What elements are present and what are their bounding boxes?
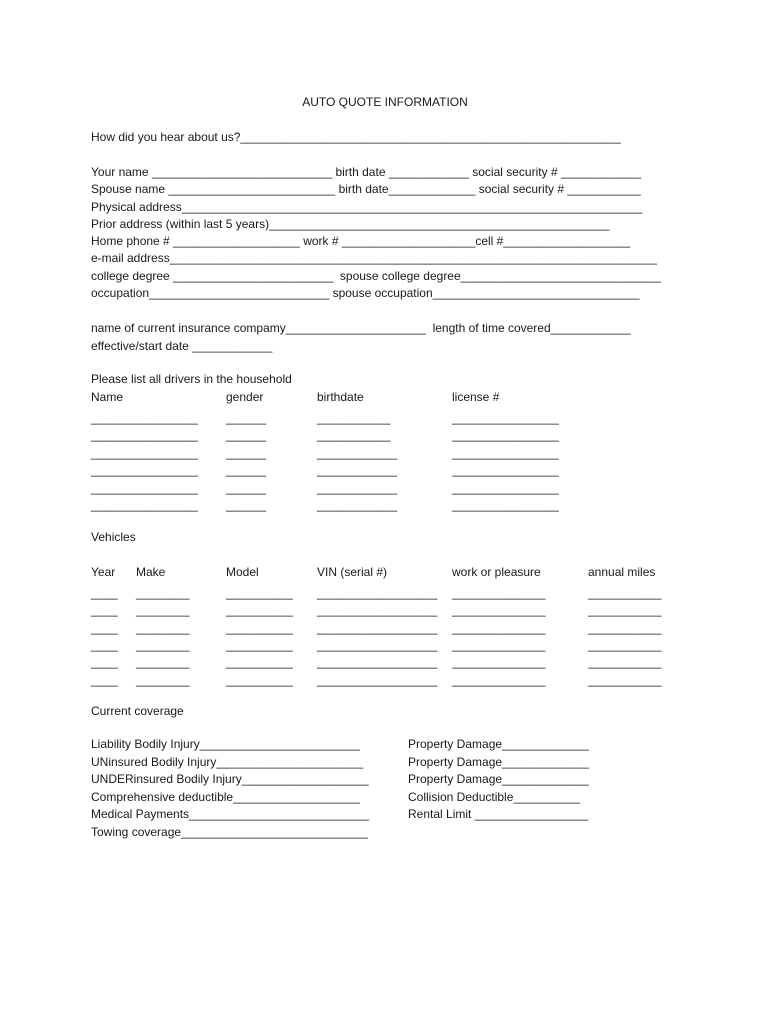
degree-line[interactable]: college degree ________________________ spouse college degree______________________________ [91, 269, 661, 283]
vehicle-year-field[interactable]: ____ [91, 621, 118, 635]
vehicle-make-field[interactable]: ________ [136, 621, 190, 635]
driver-birthdate-field[interactable]: ___________ [317, 411, 391, 425]
vehicles-col-year: Year [91, 565, 116, 579]
driver-license-field[interactable]: ________________ [452, 428, 559, 442]
vehicle-vin-field[interactable]: __________________ [317, 586, 438, 600]
vehicle-miles-field[interactable]: ___________ [588, 673, 662, 687]
vehicle-miles-field[interactable]: ___________ [588, 603, 662, 617]
vehicle-vin-field[interactable]: __________________ [317, 638, 438, 652]
vehicle-year-field[interactable]: ____ [91, 638, 118, 652]
coverage-heading: Current coverage [91, 704, 184, 718]
hear-about-us-field[interactable]: How did you hear about us?_________________________________________________________ [91, 130, 621, 144]
driver-license-field[interactable]: ________________ [452, 446, 559, 460]
email-field[interactable]: e-mail address_________________________________________________________________________ [91, 251, 657, 265]
driver-license-field[interactable]: ________________ [452, 411, 559, 425]
vehicle-use-field[interactable]: ______________ [452, 603, 546, 617]
driver-birthdate-field[interactable]: ____________ [317, 463, 398, 477]
occupation-line[interactable]: occupation___________________________ spouse occupation_______________________________ [91, 286, 640, 300]
vehicle-use-field[interactable]: ______________ [452, 638, 546, 652]
vehicle-model-field[interactable]: __________ [226, 673, 293, 687]
effective-date-field[interactable]: effective/start date ____________ [91, 339, 273, 353]
physical-address-field[interactable]: Physical address_____________________________________________________________________ [91, 200, 643, 214]
property-damage-field[interactable]: Property Damage_____________ [408, 755, 589, 769]
driver-license-field[interactable]: ________________ [452, 481, 559, 495]
vehicle-miles-field[interactable]: ___________ [588, 621, 662, 635]
vehicles-col-use: work or pleasure [452, 565, 541, 579]
phone-line[interactable]: Home phone # ___________________ work # ____________________cell #___________________ [91, 234, 631, 248]
driver-birthdate-field[interactable]: ___________ [317, 428, 391, 442]
driver-license-field[interactable]: ________________ [452, 463, 559, 477]
vehicle-vin-field[interactable]: __________________ [317, 603, 438, 617]
vehicle-use-field[interactable]: ______________ [452, 655, 546, 669]
vehicle-year-field[interactable]: ____ [91, 586, 118, 600]
vehicle-year-field[interactable]: ____ [91, 603, 118, 617]
driver-name-field[interactable]: ________________ [91, 481, 198, 495]
collision-deductible-field[interactable]: Collision Deductible__________ [408, 790, 581, 804]
driver-gender-field[interactable]: ______ [226, 428, 267, 442]
drivers-col-name: Name [91, 390, 124, 404]
vehicle-model-field[interactable]: __________ [226, 621, 293, 635]
driver-gender-field[interactable]: ______ [226, 481, 267, 495]
drivers-col-license: license # [452, 390, 500, 404]
comprehensive-deductible-field[interactable]: Comprehensive deductible___________________ [91, 790, 360, 804]
vehicle-miles-field[interactable]: ___________ [588, 655, 662, 669]
vehicles-col-model: Model [226, 565, 259, 579]
vehicle-year-field[interactable]: ____ [91, 673, 118, 687]
form-title: AUTO QUOTE INFORMATION [302, 95, 468, 109]
insurance-company-line[interactable]: name of current insurance compamy_____________________ length of time covered____________ [91, 321, 631, 335]
driver-birthdate-field[interactable]: ____________ [317, 446, 398, 460]
underinsured-bodily-injury-field[interactable]: UNDERinsured Bodily Injury___________________ [91, 772, 369, 786]
vehicle-model-field[interactable]: __________ [226, 603, 293, 617]
vehicle-make-field[interactable]: ________ [136, 603, 190, 617]
driver-name-field[interactable]: ________________ [91, 411, 198, 425]
name-birth-ssn-line[interactable]: Your name ___________________________ birth date ____________ social security # ____________ [91, 165, 642, 179]
vehicle-use-field[interactable]: ______________ [452, 673, 546, 687]
driver-gender-field[interactable]: ______ [226, 463, 267, 477]
drivers-col-birthdate: birthdate [317, 390, 364, 404]
vehicle-vin-field[interactable]: __________________ [317, 673, 438, 687]
vehicle-make-field[interactable]: ________ [136, 673, 190, 687]
driver-name-field[interactable]: ________________ [91, 463, 198, 477]
driver-license-field[interactable]: ________________ [452, 498, 559, 512]
vehicle-make-field[interactable]: ________ [136, 655, 190, 669]
property-damage-field[interactable]: Property Damage_____________ [408, 772, 589, 786]
medical-payments-field[interactable]: Medical Payments___________________________ [91, 807, 370, 821]
driver-name-field[interactable]: ________________ [91, 446, 198, 460]
vehicles-col-make: Make [136, 565, 166, 579]
vehicle-miles-field[interactable]: ___________ [588, 586, 662, 600]
vehicles-col-vin: VIN (serial #) [317, 565, 388, 579]
vehicles-heading: Vehicles [91, 530, 136, 544]
uninsured-bodily-injury-field[interactable]: UNinsured Bodily Injury______________________ [91, 755, 364, 769]
vehicle-model-field[interactable]: __________ [226, 655, 293, 669]
rental-limit-field[interactable]: Rental Limit _________________ [408, 807, 589, 821]
vehicle-use-field[interactable]: ______________ [452, 621, 546, 635]
vehicle-make-field[interactable]: ________ [136, 638, 190, 652]
driver-name-field[interactable]: ________________ [91, 498, 198, 512]
drivers-heading: Please list all drivers in the household [91, 372, 292, 386]
prior-address-field[interactable]: Prior address (within last 5 years)___________________________________________________ [91, 217, 610, 231]
spouse-birth-ssn-line[interactable]: Spouse name _________________________ birth date_____________ social security # ___________ [91, 182, 641, 196]
liability-bodily-injury-field[interactable]: Liability Bodily Injury________________________ [91, 737, 360, 751]
towing-coverage-field[interactable]: Towing coverage____________________________ [91, 825, 368, 839]
driver-birthdate-field[interactable]: ____________ [317, 498, 398, 512]
vehicle-model-field[interactable]: __________ [226, 638, 293, 652]
vehicle-vin-field[interactable]: __________________ [317, 655, 438, 669]
vehicle-vin-field[interactable]: __________________ [317, 621, 438, 635]
vehicle-make-field[interactable]: ________ [136, 586, 190, 600]
property-damage-field[interactable]: Property Damage_____________ [408, 737, 589, 751]
driver-gender-field[interactable]: ______ [226, 411, 267, 425]
driver-name-field[interactable]: ________________ [91, 428, 198, 442]
vehicle-model-field[interactable]: __________ [226, 586, 293, 600]
driver-birthdate-field[interactable]: ____________ [317, 481, 398, 495]
drivers-col-gender: gender [226, 390, 264, 404]
vehicle-miles-field[interactable]: ___________ [588, 638, 662, 652]
driver-gender-field[interactable]: ______ [226, 498, 267, 512]
driver-gender-field[interactable]: ______ [226, 446, 267, 460]
vehicles-col-miles: annual miles [588, 565, 656, 579]
vehicle-year-field[interactable]: ____ [91, 655, 118, 669]
vehicle-use-field[interactable]: ______________ [452, 586, 546, 600]
